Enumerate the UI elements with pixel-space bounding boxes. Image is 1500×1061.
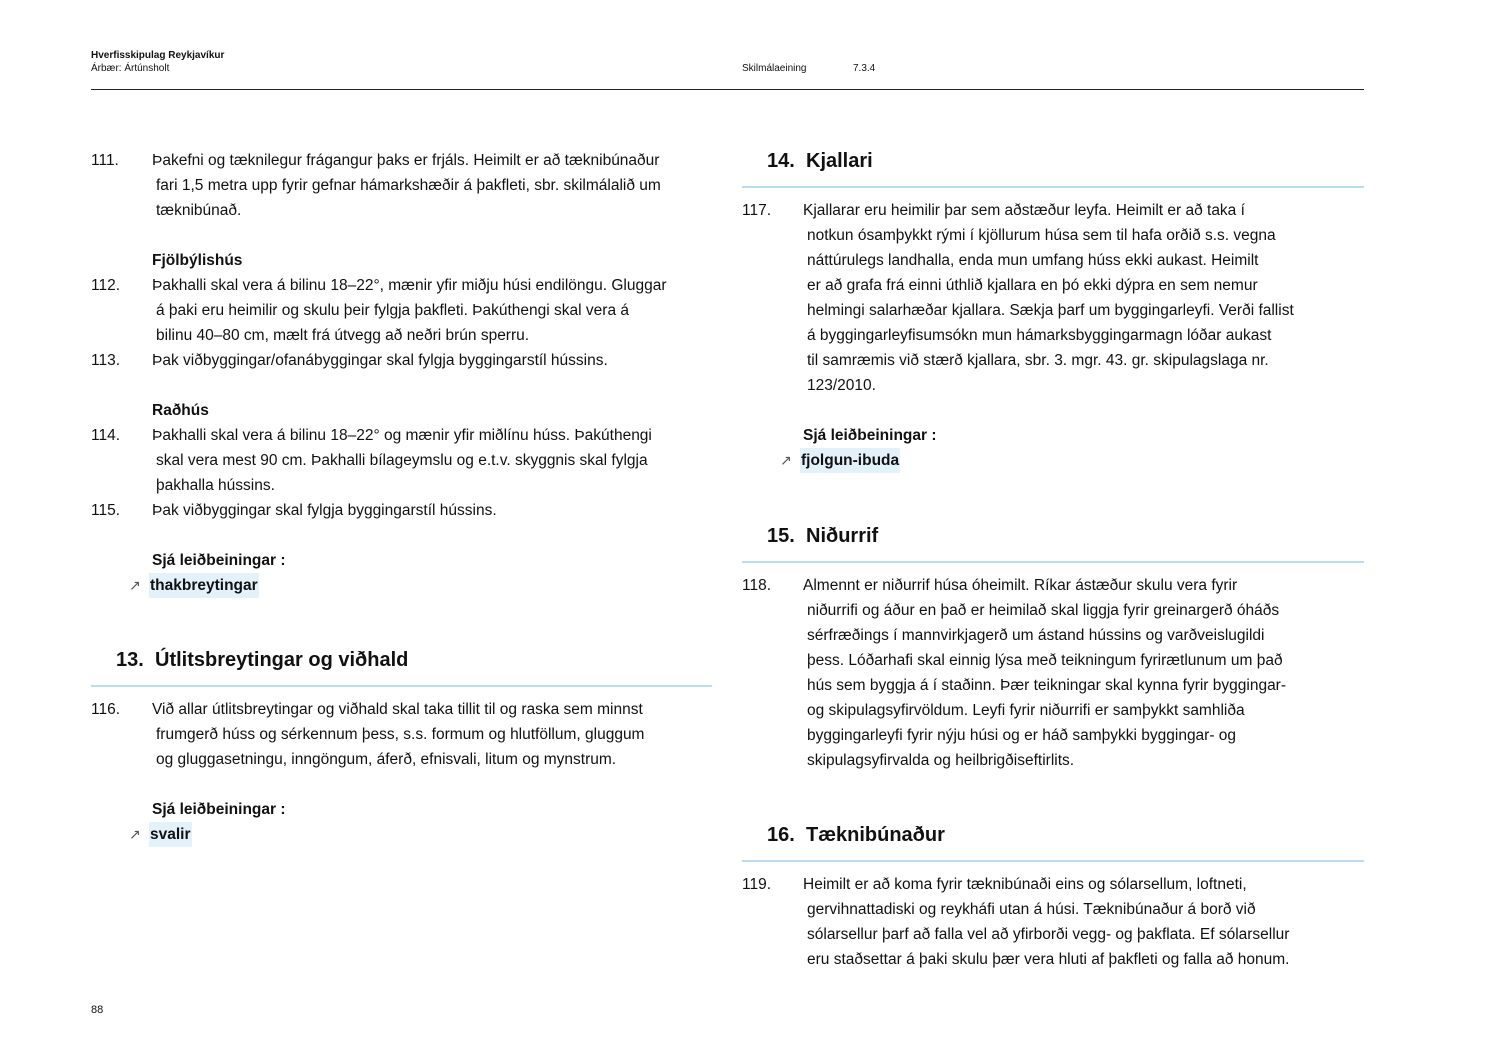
guidelines-label: Sjá leiðbeiningar : (152, 552, 286, 569)
guidelines-label: Sjá leiðbeiningar : (152, 801, 286, 818)
clause-text-line: Þakhalli skal vera á bilinu 18–22°, mænir yfir miðju húsi endilöngu. Gluggar (152, 277, 667, 294)
section-heading-number: 16. (767, 824, 795, 846)
page-header (91, 50, 1364, 90)
link-text[interactable]: fjolgun-ibuda (800, 448, 900, 473)
section-heading-14 (742, 148, 1364, 188)
external-link-arrow-icon: ↗ (129, 577, 141, 593)
clause-text-line: Þak viðbyggingar/ofanábyggingar skal fylgja byggingarstíl hússins. (152, 352, 608, 369)
clause-text-line: náttúrulegs landhalla, enda mun umfang húss ekki aukast. Heimilt (807, 252, 1259, 269)
link-text[interactable]: thakbreytingar (149, 573, 259, 598)
clause-number: 111. (91, 152, 119, 169)
clause-text-line: Þakhalli skal vera á bilinu 18–22° og mænir yfir miðlínu húss. Þakúthengi (152, 427, 652, 444)
clause-number: 116. (91, 701, 121, 718)
clause-text-line: tæknibúnað. (156, 202, 242, 219)
clause-text-line: þess. Lóðarhafi skal einnig lýsa með teikningum fyrirætlunum um það (807, 652, 1283, 669)
clause-text-line: skipulagsyfirvalda og heilbrigðiseftirlits. (807, 752, 1075, 769)
clause-text-line: eru staðsettar á þaki skulu þær vera hluti af þakfleti og falla að honum. (807, 951, 1290, 968)
section-heading-number: 13. (116, 649, 144, 671)
clause-text-line: til samræmis við stærð kjallara, sbr. 3. mgr. 43. gr. skipulagslaga nr. (807, 352, 1269, 369)
section-heading-13 (91, 647, 712, 687)
clause-text-line: 123/2010. (807, 377, 876, 394)
clause-number: 114. (91, 427, 121, 444)
clause-text-line: þakhalla hússins. (156, 477, 275, 494)
section-heading-title: Niðurrif (806, 525, 879, 547)
link-text[interactable]: svalir (149, 822, 192, 847)
clause-text-line: gervihnattadiski og reykháfi utan á húsi. Tæknibúnaður á borð við (807, 901, 1256, 918)
guidelines-link-svalir[interactable] (129, 822, 192, 847)
guidelines-link-thakbreytingar[interactable] (129, 573, 259, 598)
clause-text-line: Heimilt er að koma fyrir tæknibúnaði eins og sólarsellum, loftneti, (803, 876, 1247, 893)
section-heading-number: 15. (767, 525, 795, 547)
section-number: 7.3.4 (853, 63, 876, 74)
clause-text-line: notkun ósamþykkt rými í kjöllurum húsa sem til hafa orðið s.s. vegna (807, 227, 1276, 244)
document-subtitle: Árbær: Ártúnsholt (91, 63, 170, 74)
clause-text-line: Almennt er niðurrif húsa óheimilt. Ríkar ástæður skulu vera fyrir (803, 577, 1238, 594)
clause-number: 118. (742, 577, 772, 594)
clause-text-line: Þakefni og tæknilegur frágangur þaks er frjáls. Heimilt er að tæknibúnaður (152, 152, 660, 169)
clause-text-line: og skipulagsyfirvöldum. Leyfi fyrir niðurrifi er samþykkt samhliða (807, 702, 1245, 719)
clause-text-line: hús sem byggja á í staðinn. Þær teikningar skal kynna fyrir byggingar- (807, 677, 1287, 694)
clause-text-line: á byggingarleyfisumsókn mun hámarksbyggingarmagn lóðar aukast (807, 327, 1272, 344)
clause-text-line: skal vera mest 90 cm. Þakhalli bílageymslu og e.t.v. skyggnis skal fylgja (156, 452, 648, 469)
external-link-arrow-icon: ↗ (129, 826, 141, 842)
clause-text-line: er að grafa frá einni úthlið kjallara en þó ekki dýpra en sem nemur (807, 277, 1258, 294)
clause-number: 119. (742, 876, 772, 893)
subheading-radhus: Raðhús (152, 402, 209, 419)
clause-text-line: Kjallarar eru heimilir þar sem aðstæður leyfa. Heimilt er að taka í (803, 202, 1245, 219)
section-heading-number: 14. (767, 150, 795, 172)
clause-text-line: Þak viðbyggingar skal fylgja byggingarstíl hússins. (152, 502, 497, 519)
clause-text-line: niðurrifi og áður en það er heimilað skal liggja fyrir greinargerð óháðs (807, 602, 1280, 619)
section-heading-title: Kjallari (806, 150, 873, 172)
section-heading-15 (742, 523, 1364, 563)
clause-number: 117. (742, 202, 772, 219)
external-link-arrow-icon: ↗ (780, 452, 792, 468)
document-title: Hverfisskipulag Reykjavíkur (91, 50, 225, 61)
clause-text-line: frumgerð húss og sérkennum þess, s.s. formum og hlutföllum, gluggum (156, 726, 645, 743)
clause-text-line: byggingarleyfi fyrir nýju húsi og er háð samþykki byggingar- og (807, 727, 1237, 744)
section-heading-title: Tæknibúnaður (806, 824, 945, 846)
section-heading-title: Útlitsbreytingar og viðhald (155, 649, 409, 671)
clause-text-line: á þaki eru heimilir og skulu þeir fylgja þakfleti. Þakúthengi skal vera á (156, 302, 629, 319)
section-label: Skilmálaeining (742, 63, 807, 74)
clause-text-line: sérfræðings í mannvirkjagerð um ástand hússins og varðveislugildi (807, 627, 1265, 644)
section-heading-16 (742, 822, 1364, 862)
subheading-fjolbylishus: Fjölbýlishús (152, 252, 243, 269)
clause-text-line: fari 1,5 metra upp fyrir gefnar hámarkshæðir á þakfleti, sbr. skilmálalið um (156, 177, 661, 194)
page-number: 88 (91, 1004, 104, 1016)
clause-text-line: helmingi salarhæðar kjallara. Sækja þarf um byggingarleyfi. Verði fallist (807, 302, 1294, 319)
guidelines-label: Sjá leiðbeiningar : (803, 427, 937, 444)
clause-number: 112. (91, 277, 121, 294)
clause-text-line: og gluggasetningu, inngöngum, áferð, efnisvali, litum og mynstrum. (156, 751, 617, 768)
clause-text-line: sólarsellur þarf að falla vel að yfirborði vegg- og þakflata. Ef sólarsellur (807, 926, 1290, 943)
clause-text-line: Við allar útlitsbreytingar og viðhald skal taka tillit til og raska sem minnst (152, 701, 643, 718)
guidelines-link-fjolgun-ibuda[interactable] (780, 448, 900, 473)
clause-number: 115. (91, 502, 121, 519)
clause-number: 113. (91, 352, 121, 369)
clause-text-line: bilinu 40–80 cm, mælt frá útvegg að neðri brún sperru. (156, 327, 530, 344)
